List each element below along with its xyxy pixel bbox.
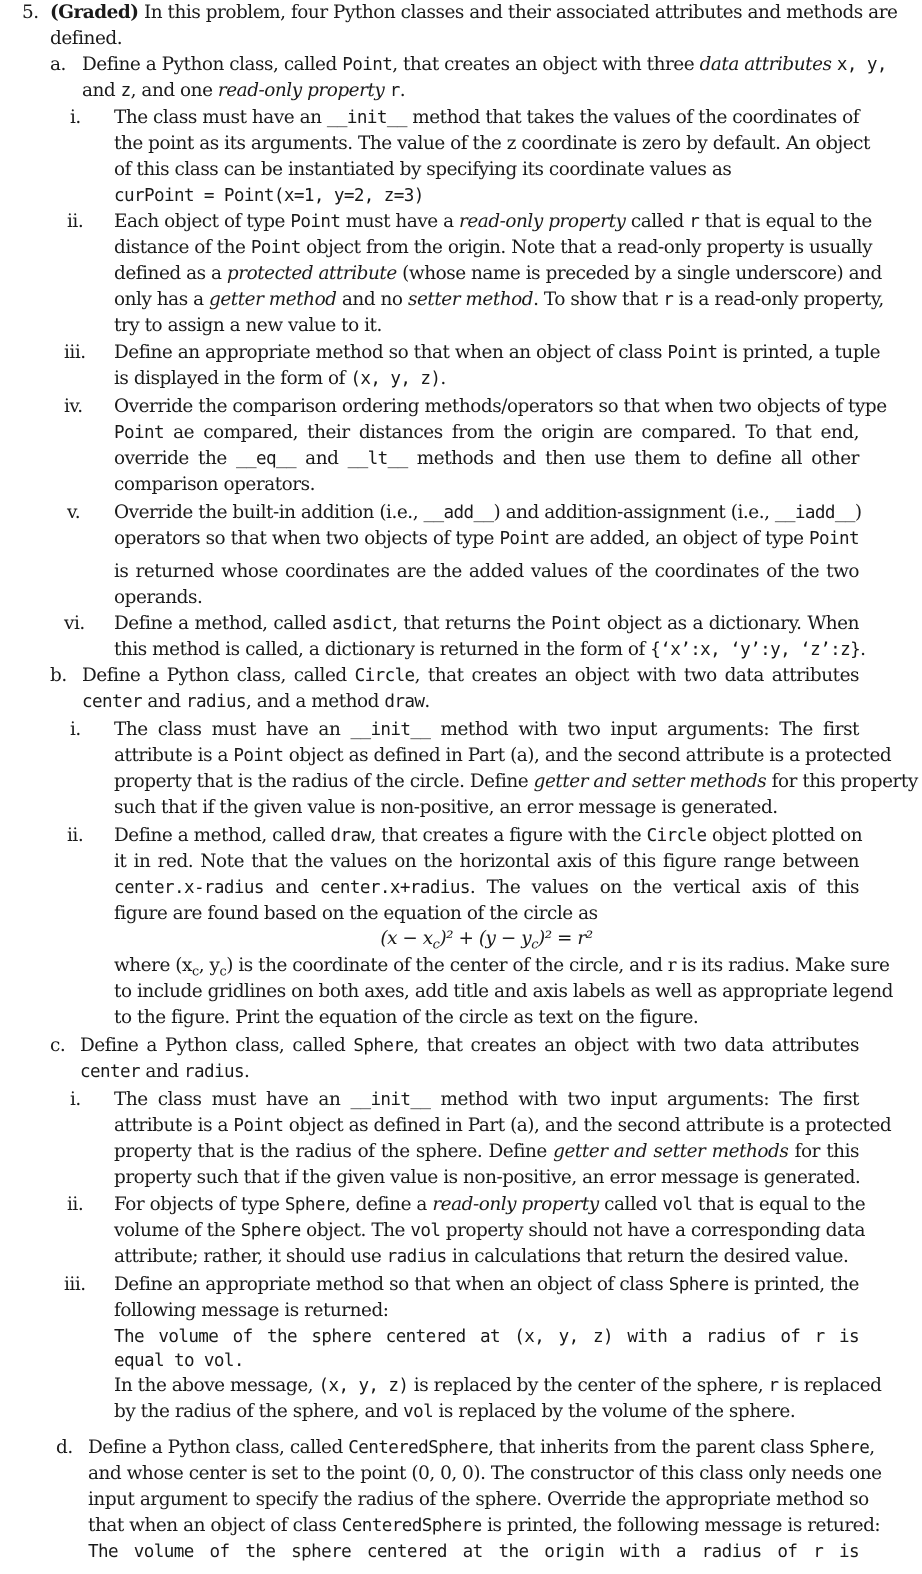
text-segment: method with two input arguments: The first [430, 719, 859, 740]
italic-text: getter and setter methods [553, 1141, 789, 1162]
code-text: Point [290, 212, 341, 232]
item-marker: iii. [64, 1274, 86, 1295]
code-text: Point [551, 614, 602, 634]
code-text: radius [186, 692, 246, 712]
code-text: center.x+radius [319, 878, 470, 898]
item-line [114, 313, 382, 339]
text-segment: . [399, 80, 406, 101]
code-text: __lt__ [347, 449, 408, 469]
text-segment: and [295, 448, 348, 469]
text-segment: for this [788, 1141, 860, 1162]
text-segment: volume of the [114, 1220, 241, 1241]
code-text: Sphere [353, 1036, 414, 1056]
question-intro-line [50, 26, 122, 52]
text-segment: following message is returned: [114, 1300, 389, 1321]
code-text: __iadd__ [774, 503, 855, 523]
text-segment: distance of the [114, 237, 251, 258]
item-line [114, 1272, 859, 1298]
code-text: center.x-radius [114, 878, 264, 898]
text-segment: ) [854, 502, 862, 523]
text-segment: property that is the radius of the sphere. Define [114, 1141, 554, 1162]
item-line [114, 131, 870, 157]
text-segment: this method is called, a dictionary is returned in the form of [114, 639, 651, 660]
item-line [114, 1165, 860, 1191]
text-segment: In this problem, four Python classes and their associated attributes and methods are [138, 2, 898, 23]
item-line [114, 1005, 698, 1031]
text-segment: method that takes the values of the coordinates of [406, 107, 860, 128]
italic-text: protected attribute [226, 263, 397, 284]
text-segment: it in red. Note that the values on the horizontal axis of this figure range between [114, 851, 859, 872]
text-segment: , that creates an object with two data attributes [413, 1035, 859, 1056]
text-segment: where (x [114, 955, 192, 976]
text-segment: The class must have an [114, 1089, 351, 1110]
text-segment: attribute is a [114, 1115, 234, 1136]
item-line [114, 420, 859, 446]
item-line [114, 472, 315, 498]
code-text: CenteredSphere [348, 1438, 489, 1458]
text-segment: , that inherits from the parent class [488, 1437, 810, 1458]
code-text: Point [233, 1116, 284, 1136]
text-segment: Override the built-in addition (i.e., [114, 502, 424, 523]
text-segment: Define a Python class, called [82, 665, 355, 686]
text-segment: is a read-only property, [673, 289, 884, 310]
italic-text: read-only property [432, 1194, 599, 1215]
text-segment: and [141, 691, 186, 712]
text-segment: called [625, 211, 690, 232]
output-message [114, 1324, 859, 1350]
text-segment: c [432, 937, 440, 953]
code-text: The volume of the sphere centered at the origin with a radius of r is [88, 1542, 859, 1562]
part-d-line [88, 1487, 869, 1513]
text-segment: . [440, 368, 446, 389]
item-line [114, 585, 202, 611]
code-text: {‘x’:x, ‘y’:y, ‘z’:z} [650, 640, 861, 660]
item-line [114, 1399, 795, 1425]
text-segment: operators so that when two objects of type [114, 528, 500, 549]
text-segment: and whose center is set to the point (0, 0, 0). The constructor of this class only needs one [88, 1463, 882, 1484]
text-segment: for this property [766, 771, 918, 792]
code-text: Point [233, 746, 284, 766]
item-marker: i. [70, 719, 81, 740]
italic-text: getter and setter methods [533, 771, 767, 792]
text-segment: Define a Python class, called [80, 1035, 354, 1056]
text-segment: . [860, 639, 866, 660]
text-segment: try to assign a new value to it. [114, 315, 382, 336]
code-text: equal to vol. [114, 1351, 244, 1371]
text-segment: that when an object of class [88, 1515, 342, 1536]
text-segment: Each object of type [114, 211, 291, 232]
item-line [114, 611, 859, 637]
italic-text: data attributes [699, 54, 832, 75]
code-text: __eq__ [236, 449, 296, 469]
code-text: Point [667, 343, 718, 363]
text-segment: and [139, 1061, 184, 1082]
text-segment: is displayed in the form of [114, 368, 351, 389]
text-segment: (whose name is preceded by a single underscore) and [396, 263, 882, 284]
code-text: asdict [332, 614, 393, 634]
item-marker: iii. [64, 342, 86, 363]
text-segment: operands. [114, 587, 203, 608]
code-text: Point [342, 55, 393, 75]
text-segment: (x − x [380, 928, 433, 949]
part-d-line [88, 1461, 882, 1487]
text-segment: and no [336, 289, 408, 310]
text-segment: . [424, 691, 430, 712]
code-text: vol [662, 1195, 693, 1215]
item-line [114, 500, 862, 526]
text-segment: is printed, the [728, 1274, 859, 1295]
code-snippet [114, 183, 424, 209]
code-text: __init__ [350, 1090, 431, 1110]
text-segment: of this class can be instantiated by specifying its coordinate values as [114, 159, 732, 180]
item-line [114, 157, 731, 183]
text-segment: object as a dictionary. When [601, 613, 859, 634]
bold-text: (Graded) [50, 2, 139, 23]
part-b-marker: b. [50, 665, 67, 686]
italic-text: read-only property [217, 80, 385, 101]
code-text: radius [184, 1062, 244, 1082]
text-segment: method with two input arguments: The first [430, 1089, 859, 1110]
item-line [114, 717, 859, 743]
part-b-line [82, 663, 859, 689]
code-text: Circle [646, 826, 707, 846]
text-segment: Define a Python class, called [82, 54, 343, 75]
code-text: center [80, 1062, 140, 1082]
text-segment: is replaced by the center of the sphere, [408, 1375, 769, 1396]
part-c-marker: c. [50, 1035, 66, 1056]
text-segment: Override the comparison ordering methods/operators so that when two objects of type [114, 396, 887, 417]
text-segment: , that creates a figure with the [370, 825, 647, 846]
part-a-line [82, 52, 887, 78]
text-segment: defined as a [114, 263, 227, 284]
item-line [114, 875, 859, 901]
text-segment: , y [198, 955, 220, 976]
code-text: r [389, 81, 400, 101]
text-segment: input argument to specify the radius of the sphere. Override the appropriate method so [88, 1489, 869, 1510]
text-segment: . [243, 1061, 250, 1082]
item-marker: i. [70, 107, 81, 128]
text-segment: c [531, 937, 538, 953]
text-segment: attribute is a [114, 745, 234, 766]
text-segment: property that is the radius of the circle. Define [114, 771, 534, 792]
text-segment: is printed, a tuple [717, 342, 881, 363]
text-segment: , that creates an object with two data attributes [414, 665, 859, 686]
item-line [114, 1139, 859, 1165]
item-line [114, 1192, 866, 1218]
code-text: r [663, 290, 674, 310]
text-segment: and [82, 80, 121, 101]
item-line [114, 366, 446, 392]
code-text: Circle [354, 666, 415, 686]
part-d-line [88, 1513, 881, 1539]
output-message [114, 1348, 244, 1374]
text-segment: c [219, 964, 227, 980]
item-marker: ii. [67, 1194, 84, 1215]
part-a-marker: a. [50, 54, 66, 75]
code-text: (x, y, z) [318, 1376, 409, 1396]
text-segment: called [598, 1194, 663, 1215]
text-segment: , that creates an object with three [392, 54, 700, 75]
text-segment: ae compared, their distances from the origin are compared. To that end, [163, 422, 859, 443]
code-text: __init__ [350, 720, 431, 740]
item-marker: ii. [67, 825, 84, 846]
text-segment: For objects of type [114, 1194, 285, 1215]
text-segment: must have a [340, 211, 460, 232]
code-text: draw [330, 826, 371, 846]
text-segment: , [869, 1437, 875, 1458]
code-text: Sphere [809, 1438, 870, 1458]
code-text: center [82, 692, 142, 712]
text-segment: is replaced by the volume of the sphere. [433, 1401, 796, 1422]
text-segment: Define a method, called [114, 613, 333, 634]
text-segment: is returned whose coordinates are the added values of the coordinates of the two [114, 561, 859, 582]
text-segment: Define a method, called [114, 825, 331, 846]
code-text: CenteredSphere [341, 1516, 482, 1536]
code-text: Sphere [668, 1275, 729, 1295]
item-line [114, 340, 881, 366]
text-segment: object plotted on [706, 825, 863, 846]
text-segment: )² + (y − y [439, 928, 532, 949]
text-segment: object. The [300, 1220, 411, 1241]
text-segment: ) and addition-assignment (i.e., [493, 502, 775, 523]
italic-text: read-only property [459, 211, 626, 232]
text-segment: comparison operators. [114, 474, 315, 495]
code-text: z [120, 81, 131, 101]
item-line [114, 823, 863, 849]
text-segment: , define a [344, 1194, 433, 1215]
item-line [114, 394, 887, 420]
text-segment: object from the origin. Note that a read-only property is usually [300, 237, 873, 258]
question-intro-line [50, 0, 898, 26]
code-text: vol [403, 1402, 434, 1422]
text-segment: object as defined in Part (a), and the second attribute is a protected [283, 745, 892, 766]
code-text: draw [384, 692, 425, 712]
text-segment: override the [114, 448, 237, 469]
text-segment: c [191, 964, 199, 980]
text-segment: only has a [114, 289, 209, 310]
text-segment: and [263, 877, 320, 898]
question-number: 5. [22, 2, 39, 23]
item-line [114, 446, 859, 472]
text-segment: property such that if the given value is non-positive, an error message is generated. [114, 1167, 861, 1188]
item-marker: v. [67, 502, 81, 523]
part-c-line [80, 1033, 859, 1059]
item-line [114, 287, 884, 313]
part-d-line [88, 1435, 875, 1461]
text-segment: Define a Python class, called [88, 1437, 349, 1458]
text-segment: is replaced [778, 1375, 882, 1396]
text-segment: by the radius of the sphere, and [114, 1401, 404, 1422]
item-marker: iv. [64, 396, 83, 417]
item-line [114, 1218, 865, 1244]
code-text: r [768, 1376, 779, 1396]
text-segment: In the above message, [114, 1375, 319, 1396]
text-segment: figure are found based on the equation of the circle as [114, 903, 598, 924]
part-d-marker: d. [56, 1437, 73, 1458]
item-line [114, 526, 859, 552]
item-line [114, 1298, 389, 1324]
text-segment: , and a method [245, 691, 385, 712]
item-marker: i. [70, 1089, 81, 1110]
code-text: r [689, 212, 700, 232]
item-line [114, 743, 892, 769]
output-message [88, 1539, 859, 1565]
text-segment: is printed, the following message is retured: [481, 1515, 881, 1536]
item-line [114, 849, 859, 875]
text-segment: attribute; rather, it should use [114, 1246, 387, 1267]
item-line [114, 637, 865, 663]
code-text: The volume of the sphere centered at (x, y, z) with a radius of r is [114, 1327, 859, 1347]
text-segment: defined. [50, 28, 123, 49]
item-line [114, 235, 873, 261]
code-text: __add__ [423, 503, 494, 523]
item-line [114, 979, 893, 1005]
text-segment: , and one [130, 80, 218, 101]
italic-text: setter method [407, 289, 534, 310]
code-text: (x, y, z) [350, 369, 441, 389]
code-text: radius [386, 1247, 447, 1267]
code-text: Sphere [240, 1221, 301, 1241]
text-segment: , that returns the [392, 613, 552, 634]
item-line [114, 559, 859, 585]
text-segment: object as defined in Part (a), and the second attribute is a protected [283, 1115, 892, 1136]
item-line [114, 901, 598, 927]
item-line [114, 1244, 848, 1270]
item-line [114, 1373, 882, 1399]
text-segment: . To show that [533, 289, 664, 310]
item-line [114, 261, 882, 287]
text-segment: property should not have a corresponding data [440, 1220, 865, 1241]
code-text: Sphere [284, 1195, 345, 1215]
item-line [114, 1087, 859, 1113]
text-segment: to the figure. Print the equation of the circle as text on the figure. [114, 1007, 699, 1028]
italic-text: getter method [209, 289, 337, 310]
text-segment: Define an appropriate method so that when an object of class [114, 342, 668, 363]
item-marker: ii. [67, 211, 84, 232]
item-line [114, 209, 872, 235]
code-text: vol [410, 1221, 441, 1241]
text-segment: to include gridlines on both axes, add title and axis labels as well as appropriate legend [114, 981, 893, 1002]
code-text: Point [809, 529, 859, 549]
text-segment: The class must have an [114, 719, 351, 740]
code-text: __init__ [326, 108, 407, 128]
item-marker: vi. [64, 613, 85, 634]
text-segment: Define an appropriate method so that when an object of class [114, 1274, 669, 1295]
text-segment: The class must have an [114, 107, 327, 128]
item-line [114, 1113, 892, 1139]
text-segment: ) is the coordinate of the center of the circle, and r is its radius. Make sure [226, 955, 890, 976]
text-segment: )² = r² [537, 928, 593, 949]
item-line [114, 105, 859, 131]
text-segment: that is equal to the [699, 211, 872, 232]
text-segment: are added, an object of type [549, 528, 810, 549]
part-b-line [82, 689, 430, 715]
code-text: curPoint = Point(x=1, y=2, z=3) [114, 186, 424, 206]
part-a-line [82, 78, 405, 104]
text-segment: that is equal to the [692, 1194, 866, 1215]
item-line [114, 769, 918, 795]
text-segment: methods and then use them to define all other [407, 448, 859, 469]
text-segment: . The values on the vertical axis of this [469, 877, 859, 898]
text-segment: the point as its arguments. The value of the z coordinate is zero by default. An object [114, 133, 870, 154]
part-c-line [80, 1059, 249, 1085]
code-text: Point [114, 423, 164, 443]
code-text: x, y, [836, 55, 887, 75]
text-segment: such that if the given value is non-positive, an error message is generated. [114, 797, 778, 818]
text-segment: in calculations that return the desired value. [446, 1246, 849, 1267]
item-line [114, 795, 778, 821]
code-text: Point [250, 238, 301, 258]
code-text: Point [499, 529, 550, 549]
